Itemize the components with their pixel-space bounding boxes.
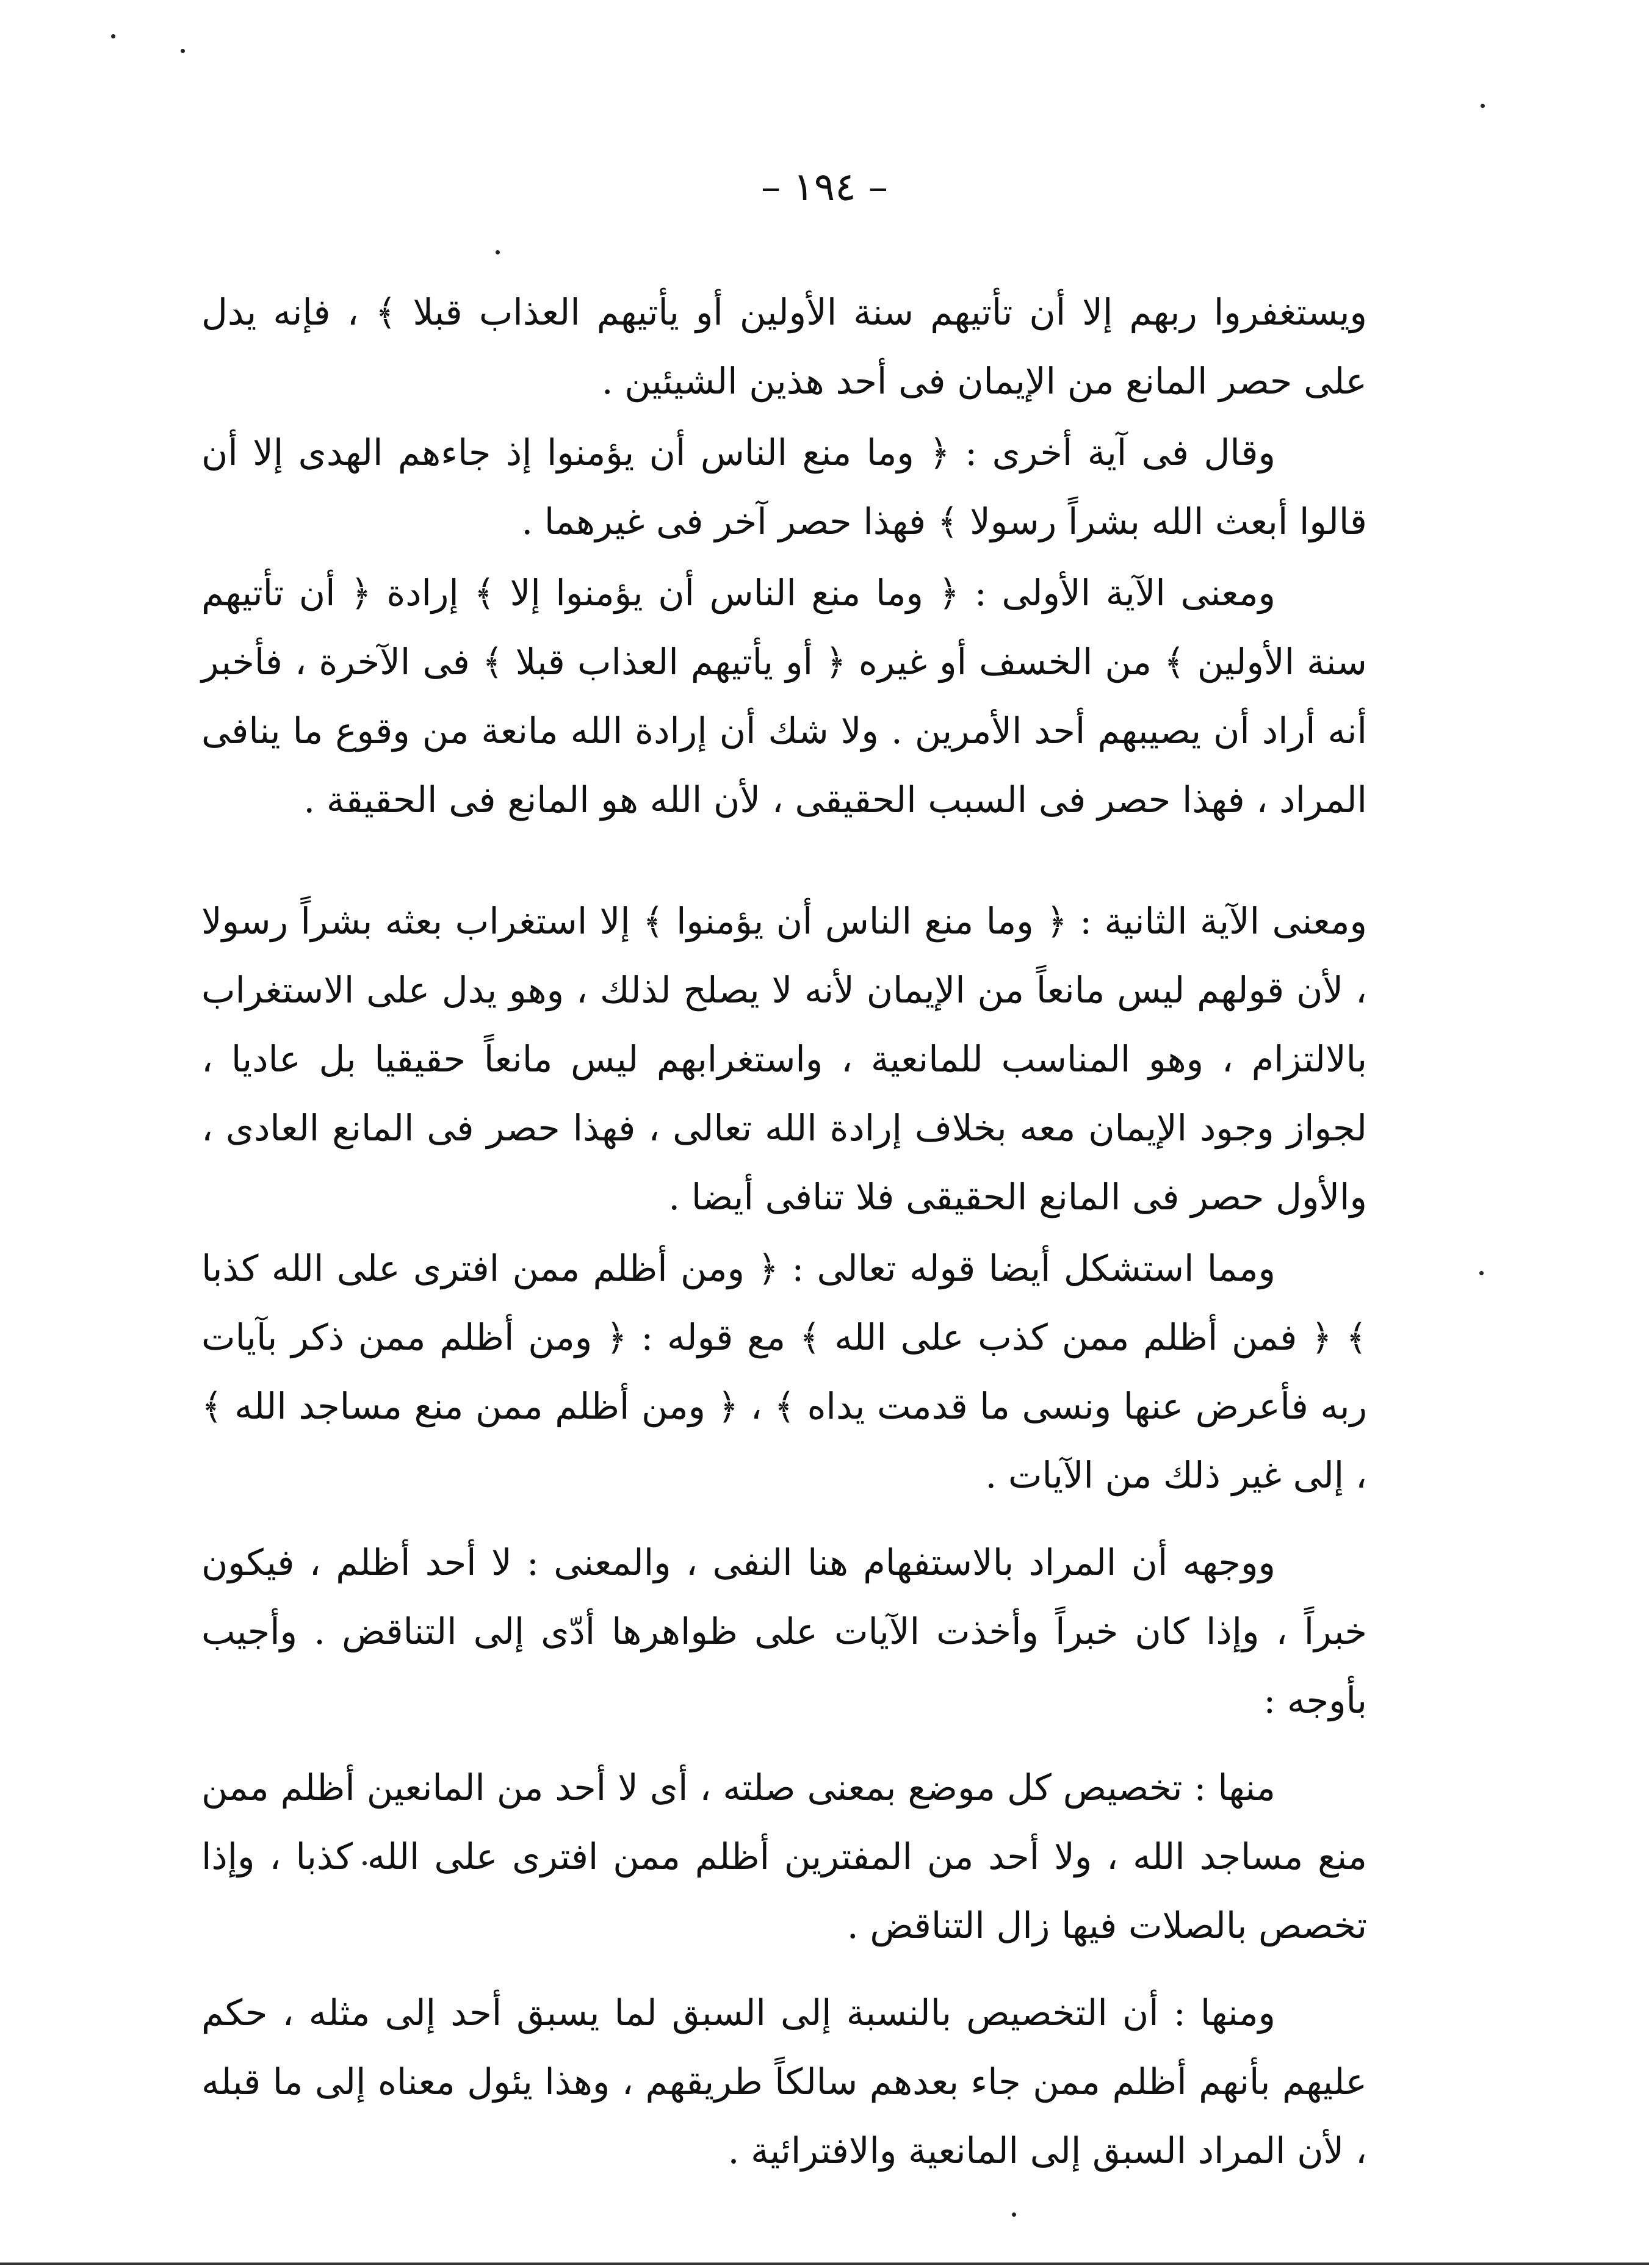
paragraph-8: ومنها : أن التخصيص بالنسبة إلى السبق لما يسبق أحد إلى مثله ، حكم عليهم بأنهم أظلم ممن جاء بعدهم سالكاً طريقهم ، وهذا يئول معناه إلى ما قبله ، لأن المراد السبق إلى المانعية والافترائية . [201, 1992, 1367, 2172]
paragraph-2: وقال فى آية أخرى : ﴿ وما منع الناس أن يؤمنوا إذ جاءهم الهدى إلا أن قالوا أبعث الله بشراً رسولا ﴾ فهذا حصر آخر فى غيرهما . [201, 431, 1367, 542]
paragraph-6: ووجهه أن المراد بالاستفهام هنا النفى ، والمعنى : لا أحد أظلم ، فيكون خبراً ، وإذا كان خبراً وأخذت الآيات على ظواهرها أدّى إلى التناقض . وأجيب بأوجه : [201, 1541, 1367, 1721]
paragraph-3: ومعنى الآية الأولى : ﴿ وما منع الناس أن يؤمنوا إلا ﴾ إرادة ﴿ أن تأتيهم سنة الأولين ﴾ من الخسف أو غيره ﴿ أو يأتيهم العذاب قبلا ﴾ فى الآخرة ، فأخبر أنه أراد أن يصيبهم أحد الأمرين . ولا شك أن إرادة الله مانعة من وقوع ما ينافى المراد ، فهذا حصر فى السبب الحقيقى ، لأن الله هو المانع فى الحقيقة . [201, 572, 1367, 821]
paragraph-5: ومما استشكل أيضا قوله تعالى : ﴿ ومن أظلم ممن افترى على الله كذبا ﴾ ﴿ فمن أظلم ممن كذب على الله ﴾ مع قوله : ﴿ ومن أظلم ممن ذكر بآيات ربه فأعرض عنها ونسى ما قدمت يداه ﴾ ، ﴿ ومن أظلم ممن منع مساجد الله ﴾ ، إلى غير ذلك من الآيات . [201, 1247, 1367, 1496]
scan-speck [1012, 2212, 1016, 2217]
scan-speck [181, 49, 185, 53]
scan-speck [1481, 104, 1485, 108]
scan-speck [1479, 1271, 1484, 1275]
paragraph-7: منها : تخصيص كل موضع بمعنى صلته ، أى لا أحد من المانعين أظلم ممن منع مساجد الله ، ولا أحد من المفترين أظلم ممن افترى على الله كذبا ، وإذا تخصص بالصلات فيها زال التناقض . [201, 1766, 1367, 1946]
page-number: – ١٩٤ – [761, 165, 888, 210]
scan-speck [111, 34, 115, 38]
paragraph-4: ومعنى الآية الثانية : ﴿ وما منع الناس أن يؤمنوا ﴾ إلا استغراب بعثه بشراً رسولا ، لأن قولهم ليس مانعاً من الإيمان لأنه لا يصلح لذلك ، وهو يدل على الاستغراب بالالتزام ، وهو المناسب للمانعية ، واستغرابهم ليس مانعاً حقيقيا بل عاديا ، لجواز وجود الإيمان معه بخلاف إرادة الله تعالى ، فهذا حصر فى المانع العادى ، والأول حصر فى المانع الحقيقى فلا تنافى أيضا . [201, 900, 1367, 1218]
scan-bottom-edge [0, 2263, 1649, 2265]
paragraph-1: ويستغفروا ربهم إلا أن تأتيهم سنة الأولين أو يأتيهم العذاب قبلا ﴾ ، فإنه يدل على حصر المانع من الإيمان فى أحد هذين الشيئين . [201, 291, 1367, 402]
scan-speck [496, 250, 500, 254]
body-text [201, 278, 1367, 2185]
